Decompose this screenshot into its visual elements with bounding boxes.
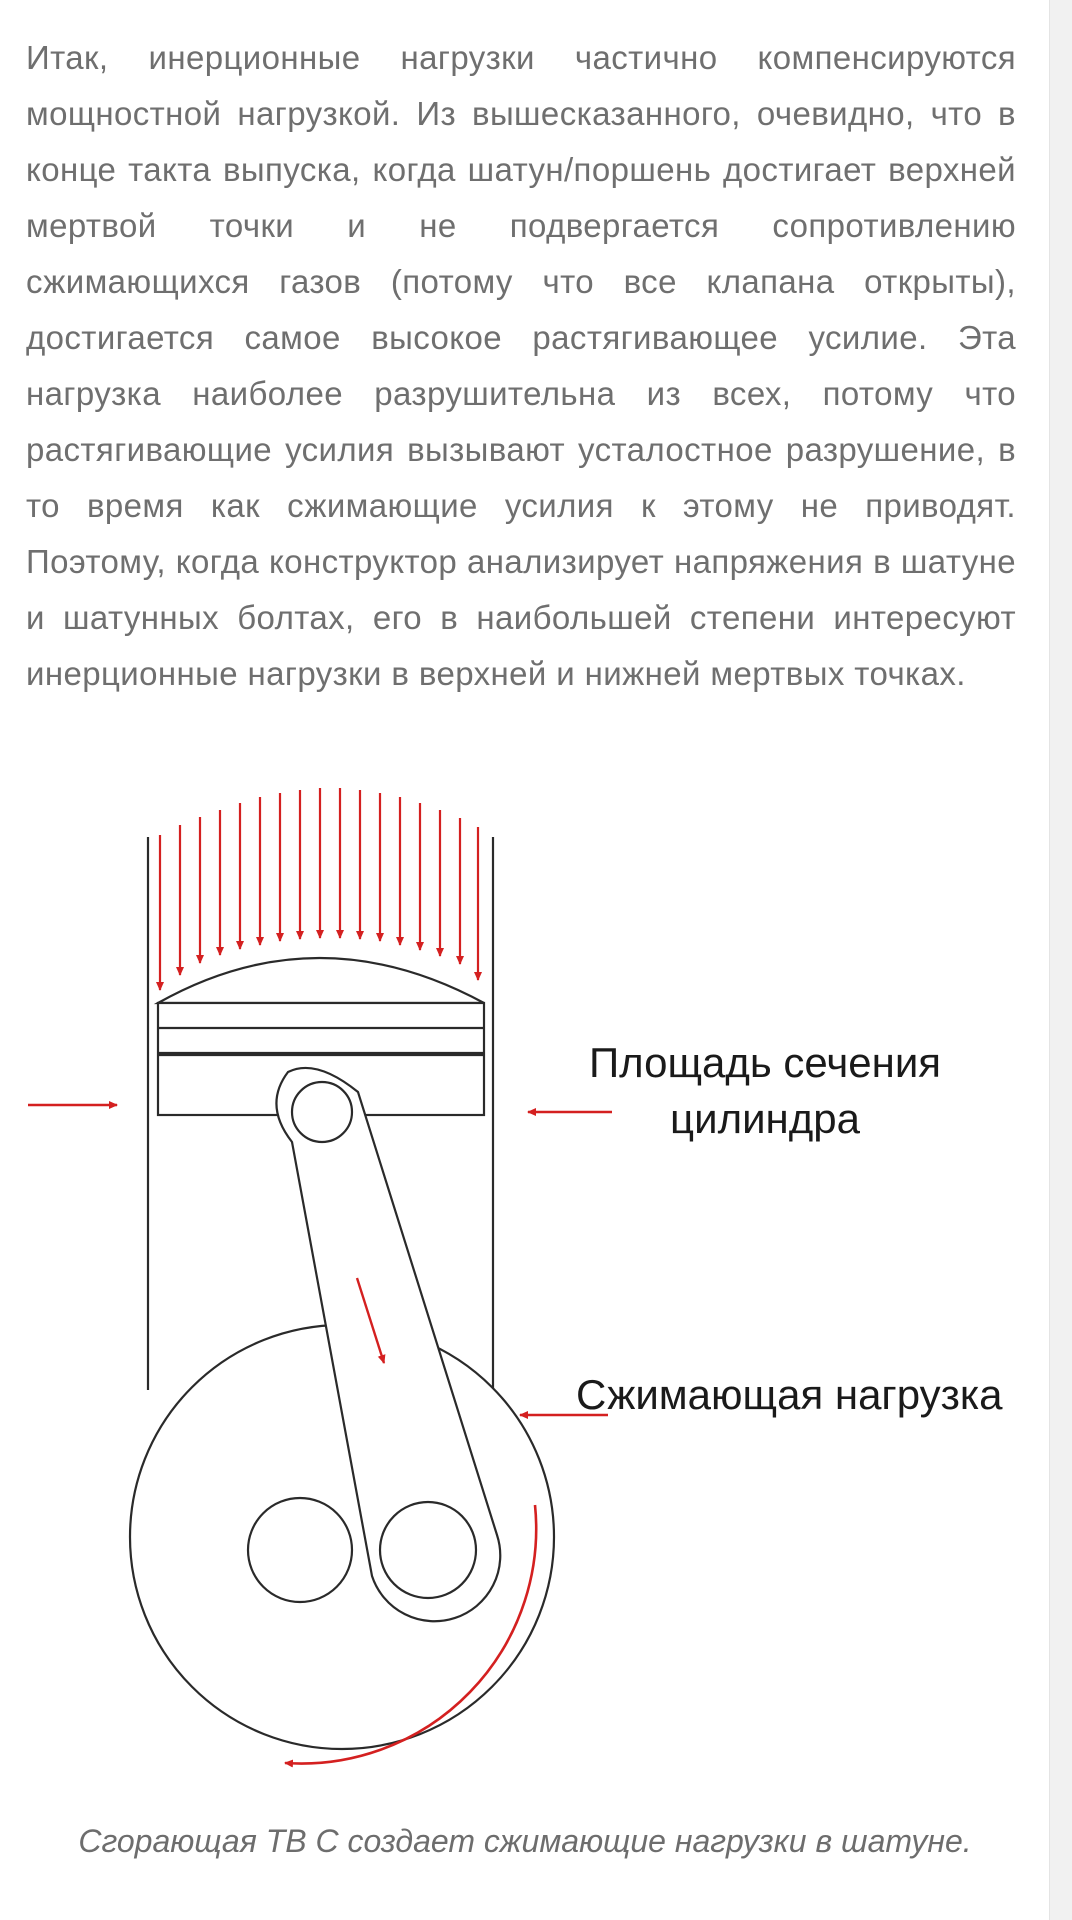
piston-crown [158, 958, 484, 1003]
piston-diagram [0, 775, 1050, 1800]
crank-journal [248, 1498, 352, 1602]
cylinder-area-label-line2: цилиндра [670, 1095, 860, 1142]
crank-pin [380, 1502, 476, 1598]
cylinder-area-label [575, 1035, 955, 1147]
article-paragraph: Итак, инерционные нагрузки частично компенсируются мощностной нагрузкой. Из вышесказанного, очевидно, что в конце такта выпуска, когда шатун/поршень достигает верхней мертвой точки и не подвергается сопротивлению сжимающихся газов (потому что все клапана открыты), достигается самое высокое растягивающее усилие. Эта нагрузка наиболее разрушительна из всех, потому что растягивающие усилия вызывают усталостное разрушение, в то время как сжимающие усилия к этому не приводят. Поэтому, когда конструктор анализирует напряжения в шатуне и шатунных болтах, его в наибольшей степени интересуют инерционные нагрузки в верхней и нижней мертвых точках. [26, 39, 1016, 692]
wrist-pin [292, 1082, 352, 1142]
figure-caption: Сгорающая ТВ С создает сжимающие нагрузки в шатуне. [78, 1823, 972, 1859]
compressive-load-label: Сжимающая нагрузка [576, 1371, 1003, 1418]
page-edge-scroll-area [1049, 0, 1072, 1920]
piston-diagram-figure [0, 775, 1050, 1800]
cylinder-area-label-line1: Площадь сечения [588, 1039, 942, 1086]
